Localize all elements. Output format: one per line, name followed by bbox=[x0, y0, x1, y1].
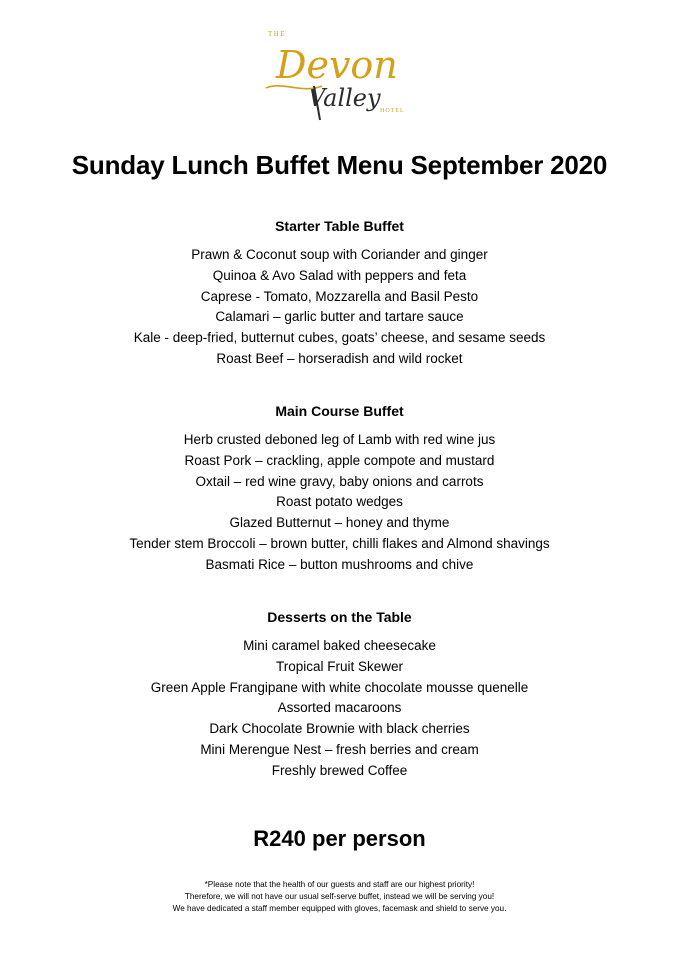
notice-line: Therefore, we will not have our usual self-serve buffet, instead we will be serving you! bbox=[184, 892, 495, 901]
page-title: Sunday Lunch Buffet Menu September 2020 bbox=[71, 150, 608, 180]
section-heading: Starter Table Buffet bbox=[275, 218, 404, 234]
logo-valley-text: Valley bbox=[308, 84, 381, 112]
menu-item: Quinoa & Avo Salad with peppers and feta bbox=[212, 267, 467, 283]
health-notice bbox=[0, 879, 679, 915]
section-heading: Desserts on the Table bbox=[267, 609, 412, 625]
menu-item: Freshly brewed Coffee bbox=[271, 762, 408, 778]
menu-item: Mini caramel baked cheesecake bbox=[243, 638, 436, 653]
menu-item: Green Apple Frangipane with white chocolate mousse quenelle bbox=[150, 679, 529, 695]
menu-item: Tropical Fruit Skewer bbox=[275, 658, 404, 674]
menu-item: Tender stem Broccoli – brown butter, chilli flakes and Almond shavings bbox=[129, 535, 550, 551]
menu-item: Dark Chocolate Brownie with black cherries bbox=[209, 721, 470, 737]
menu-item: Roast Pork – crackling, apple compote and mustard bbox=[184, 452, 495, 468]
hotel-logo bbox=[262, 26, 422, 126]
menu-item: Roast Beef – horseradish and wild rocket bbox=[216, 350, 463, 366]
starter-section bbox=[0, 216, 679, 370]
menu-item: Assorted macaroons bbox=[277, 700, 402, 716]
menu-item: Herb crusted deboned leg of Lamb with red wine jus bbox=[183, 432, 496, 447]
menu-item: Caprese - Tomato, Mozzarella and Basil Pesto bbox=[200, 288, 479, 304]
menu-item: Roast potato wedges bbox=[276, 494, 403, 510]
notice-line: *Please note that the health of our guests and staff are our highest priority! bbox=[204, 880, 475, 889]
main-course-section bbox=[0, 401, 679, 576]
menu-item: Mini Merengue Nest – fresh berries and cream bbox=[200, 741, 479, 757]
notice-line: We have dedicated a staff member equipped with gloves, facemask and shield to serve you. bbox=[172, 904, 507, 913]
logo-hotel-text: HOTEL bbox=[380, 108, 405, 114]
logo-the-text: THE bbox=[268, 30, 287, 38]
section-heading: Main Course Buffet bbox=[275, 403, 404, 419]
logo-devon-text: Devon bbox=[276, 43, 398, 87]
menu-item: Kale - deep-fried, butternut cubes, goats’ cheese, and sesame seeds bbox=[133, 330, 546, 346]
menu-item: Calamari – garlic butter and tartare sauce bbox=[215, 309, 464, 325]
hotel-logo-graphic bbox=[262, 26, 422, 126]
desserts-section bbox=[0, 607, 679, 782]
price-per-person: R240 per person bbox=[253, 826, 426, 851]
menu-item: Basmati Rice – button mushrooms and chive bbox=[205, 556, 474, 572]
menu-item: Glazed Butternut – honey and thyme bbox=[229, 515, 450, 531]
menu-item: Oxtail – red wine gravy, baby onions and carrots bbox=[195, 473, 484, 489]
menu-item: Prawn & Coconut soup with Coriander and ginger bbox=[191, 247, 488, 262]
